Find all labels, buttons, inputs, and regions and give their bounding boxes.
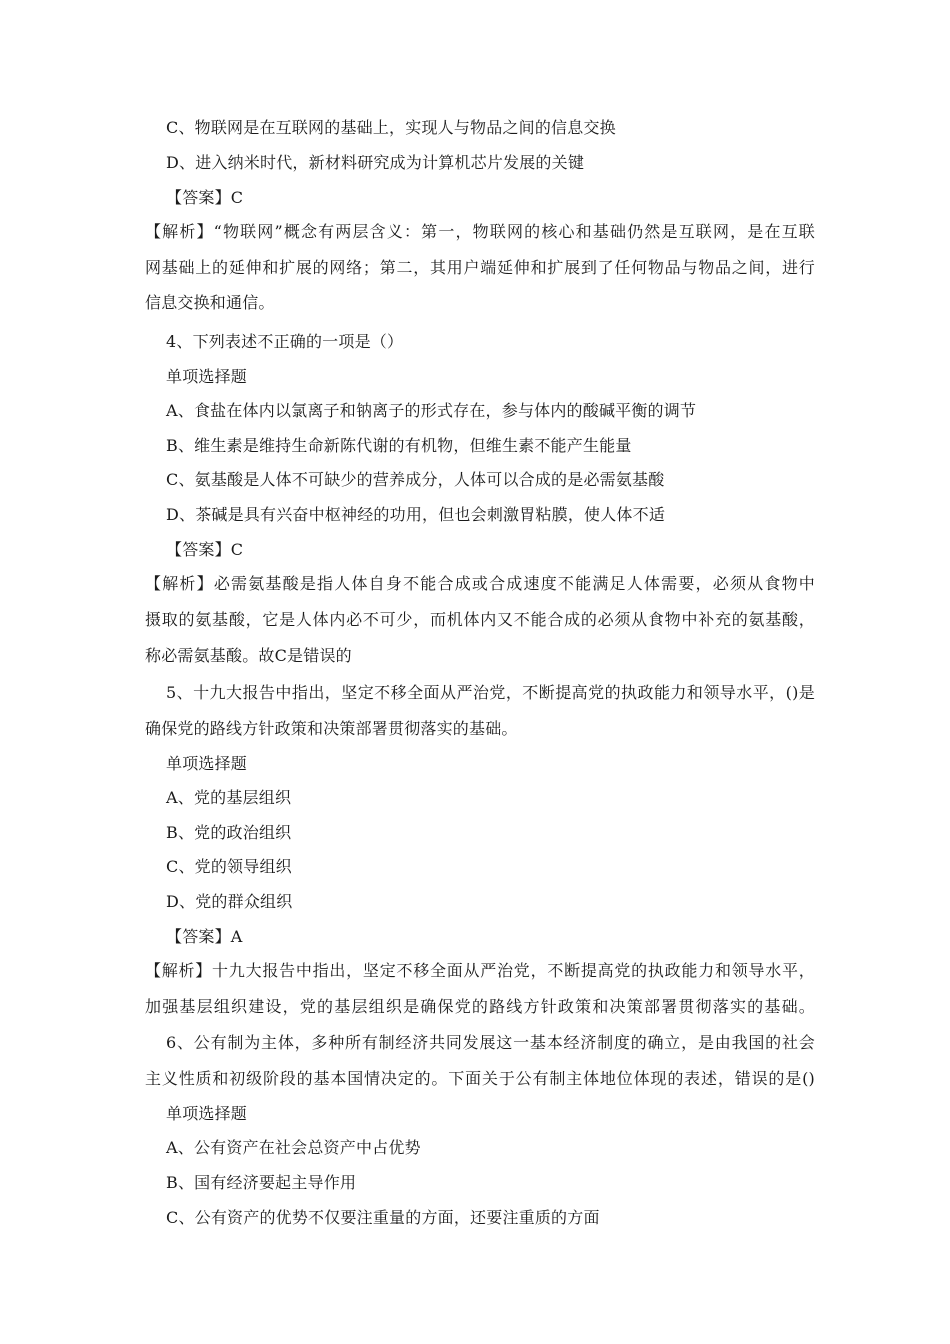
analysis-q4-line2: 摄取的氨基酸，它是人体内必不可少，而机体内又不能合成的必须从食物中补充的氨基酸， [145,610,815,629]
analysis-q5-line1: 【解析】十九大报告中指出，坚定不移全面从严治党，不断提高党的执政能力和领导水平， [145,961,815,980]
analysis-q3-line2: 网基础上的延伸和扩展的网络；第二，其用户端延伸和扩展到了任何物品与物品之间，进行 [145,258,815,277]
option-b-q6: B、国有经济要起主导作用 [166,1173,357,1192]
answer-q3: 【答案】C [166,188,244,207]
option-a-q6: A、公有资产在社会总资产中占优势 [166,1138,421,1157]
option-a-q5: A、党的基层组织 [166,788,292,807]
option-d-q5: D、党的群众组织 [166,892,293,911]
analysis-q3-line3: 信息交换和通信。 [145,293,275,312]
option-c-q3: C、物联网是在互联网的基础上，实现人与物品之间的信息交换 [166,118,616,137]
analysis-q5-line2: 加强基层组织建设，党的基层组织是确保党的路线方针政策和决策部署贯彻落实的基础。 [145,997,815,1016]
question-5-line1: 5、十九大报告中指出，坚定不移全面从严治党，不断提高党的执政能力和领导水平，()是 [166,683,815,702]
analysis-q4-line3: 称必需氨基酸。故C是错误的 [145,646,352,665]
question-type-q5: 单项选择题 [166,754,248,773]
question-6-line2: 主义性质和初级阶段的基本国情决定的。下面关于公有制主体地位体现的表述，错误的是() [145,1069,815,1088]
option-d-q3: D、进入纳米时代，新材料研究成为计算机芯片发展的关键 [166,153,585,172]
option-b-q4: B、维生素是维持生命新陈代谢的有机物，但维生素不能产生能量 [166,436,632,455]
question-type-q4: 单项选择题 [166,367,248,386]
question-type-q6: 单项选择题 [166,1104,248,1123]
question-6-line1: 6、公有制为主体，多种所有制经济共同发展这一基本经济制度的确立，是由我国的社会 [166,1033,815,1052]
option-a-q4: A、食盐在体内以氯离子和钠离子的形式存在，参与体内的酸碱平衡的调节 [166,401,697,420]
question-4: 4、下列表述不正确的一项是（） [166,332,404,351]
answer-q5: 【答案】A [166,927,243,946]
question-5-line2: 确保党的路线方针政策和决策部署贯彻落实的基础。 [145,719,518,738]
option-c-q6: C、公有资产的优势不仅要注重量的方面，还要注重质的方面 [166,1208,600,1227]
analysis-q4-line1: 【解析】必需氨基酸是指人体自身不能合成或合成速度不能满足人体需要，必须从食物中 [145,574,815,593]
option-b-q5: B、党的政治组织 [166,823,292,842]
option-d-q4: D、茶碱是具有兴奋中枢神经的功用，但也会刺激胃粘膜，使人体不适 [166,505,666,524]
option-c-q4: C、氨基酸是人体不可缺少的营养成分，人体可以合成的是必需氨基酸 [166,470,665,489]
option-c-q5: C、党的领导组织 [166,857,292,876]
analysis-q3-line1: 【解析】“物联网”概念有两层含义：第一，物联网的核心和基础仍然是互联网，是在互联 [145,222,815,241]
answer-q4: 【答案】C [166,540,244,559]
